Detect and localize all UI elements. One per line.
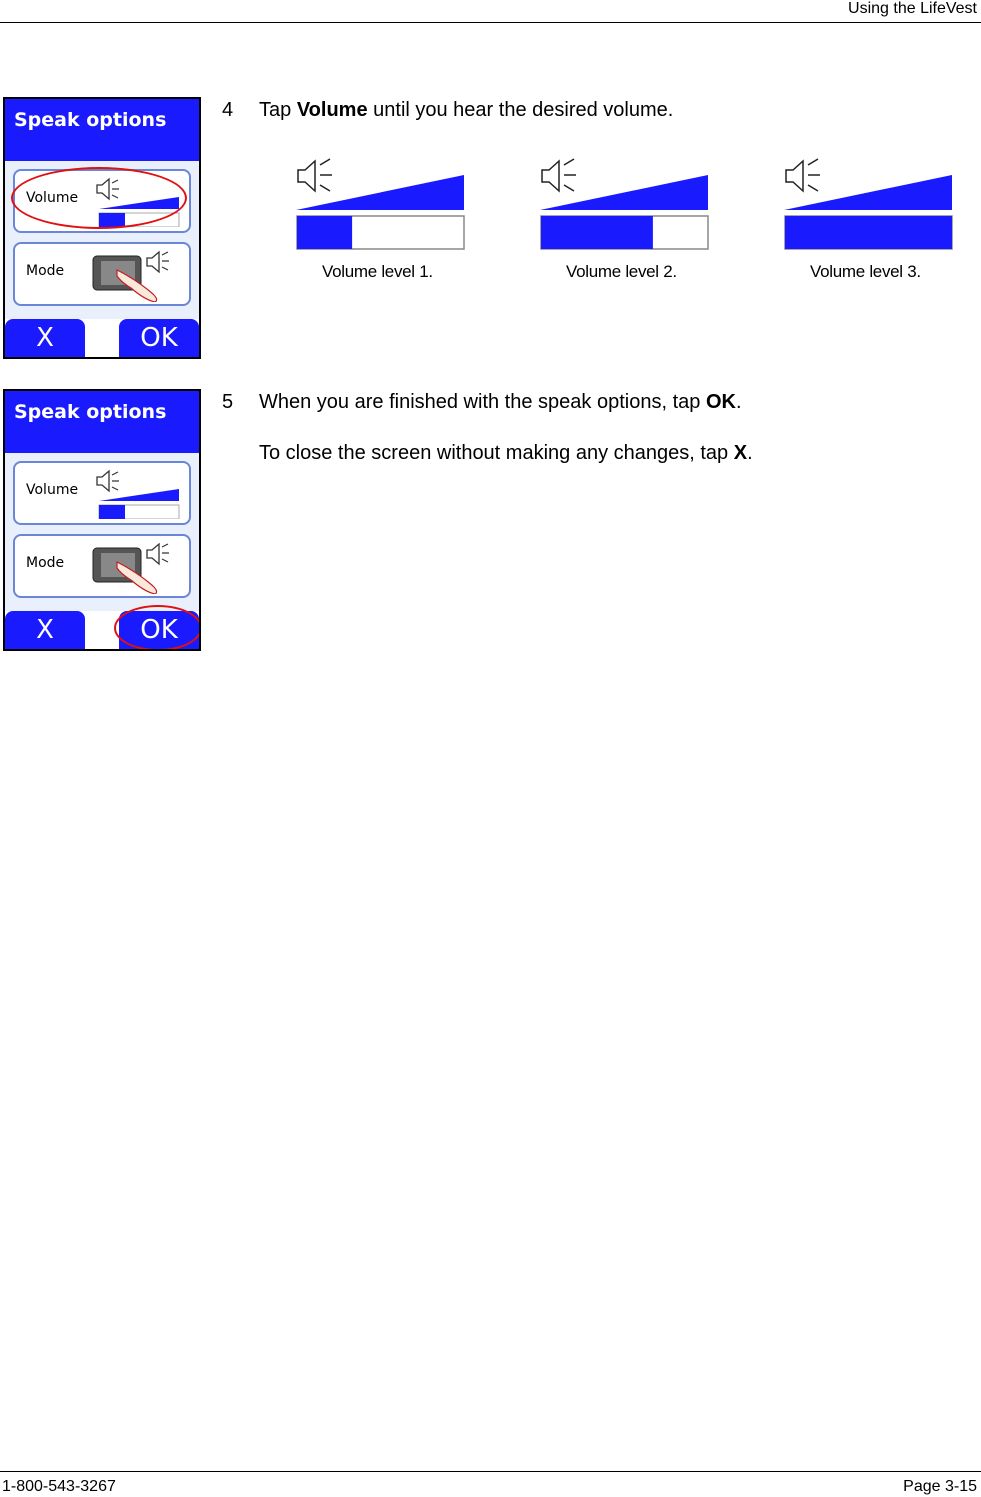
screen-title: Speak options: [14, 401, 167, 423]
sound-waves-icon: [564, 159, 576, 191]
volume-level-graphic: [784, 156, 954, 252]
volume-level-3: [784, 156, 954, 281]
sound-waves-icon: [808, 159, 820, 191]
volume-level-caption: Volume level 2.: [566, 262, 677, 281]
volume-card-label: Volume: [26, 190, 79, 206]
volume-level-graphic: [540, 156, 710, 252]
step-5-bold: OK: [705, 391, 736, 413]
volume-bar-fill: [297, 216, 352, 249]
step-4-text: [259, 99, 673, 122]
step-4-bold: Volume: [296, 99, 368, 121]
mode-card-label: Mode: [26, 263, 65, 279]
mode-card[interactable]: [13, 534, 191, 598]
page-footer: [0, 1471, 981, 1497]
step-5-note-bold: X: [733, 442, 748, 464]
volume-card-label: Volume: [26, 482, 79, 498]
mode-card[interactable]: [13, 242, 191, 306]
volume-ramp: [296, 175, 464, 210]
speaker-icon: [786, 161, 803, 191]
device-screen-ok-highlight: [3, 389, 201, 651]
step-5-note: [259, 442, 753, 465]
ok-button[interactable]: OK: [119, 611, 199, 649]
volume-level-1: [296, 156, 466, 281]
step-5-note-prefix: To close the screen without making any changes, tap: [259, 442, 734, 464]
device-tap-icon: [87, 536, 183, 594]
volume-card[interactable]: [13, 461, 191, 525]
volume-ramp: [784, 175, 952, 210]
screen-title: Speak options: [14, 109, 167, 131]
step-4-prefix: Tap: [259, 99, 297, 121]
screen-body: [5, 453, 199, 611]
ok-button[interactable]: OK: [119, 319, 199, 357]
device-tap-icon: [87, 244, 183, 302]
header-title: Using the LifeVest: [848, 0, 977, 17]
footer-page-number: Page 3-15: [903, 1478, 977, 1495]
volume-highlight-circle: [11, 167, 187, 229]
mode-card-label: Mode: [26, 555, 65, 571]
speaker-icon: [298, 161, 315, 191]
footer-phone: 1-800-543-3267: [2, 1478, 116, 1495]
cancel-button[interactable]: X: [5, 611, 85, 649]
cancel-button[interactable]: X: [5, 319, 85, 357]
volume-indicator-icon: [93, 469, 183, 519]
screen-title-bar: [5, 391, 199, 453]
screen-title-bar: [5, 99, 199, 161]
step-5-text: [259, 391, 742, 414]
ok-highlight-circle: [114, 605, 201, 651]
step-5-number: 5: [222, 391, 234, 413]
sound-waves-icon: [320, 159, 332, 191]
volume-level-caption: Volume level 3.: [810, 262, 921, 281]
step-4-number: 4: [222, 99, 234, 121]
speaker-icon: [542, 161, 559, 191]
volume-level-graphic: [296, 156, 466, 252]
step-5-note-suffix: .: [747, 442, 753, 464]
volume-bar-fill: [785, 216, 952, 249]
step-5-prefix: When you are finished with the speak options, tap: [259, 391, 706, 413]
volume-level-caption: Volume level 1.: [322, 262, 433, 281]
device-screen-volume-highlight: [3, 97, 201, 359]
volume-bar-fill: [541, 216, 653, 249]
volume-level-2: [540, 156, 710, 281]
page-header: [0, 0, 981, 23]
screen-footer: [5, 319, 199, 357]
step-5-suffix: .: [735, 391, 742, 413]
step-4-suffix: until you hear the desired volume.: [367, 99, 674, 121]
volume-ramp: [540, 175, 708, 210]
